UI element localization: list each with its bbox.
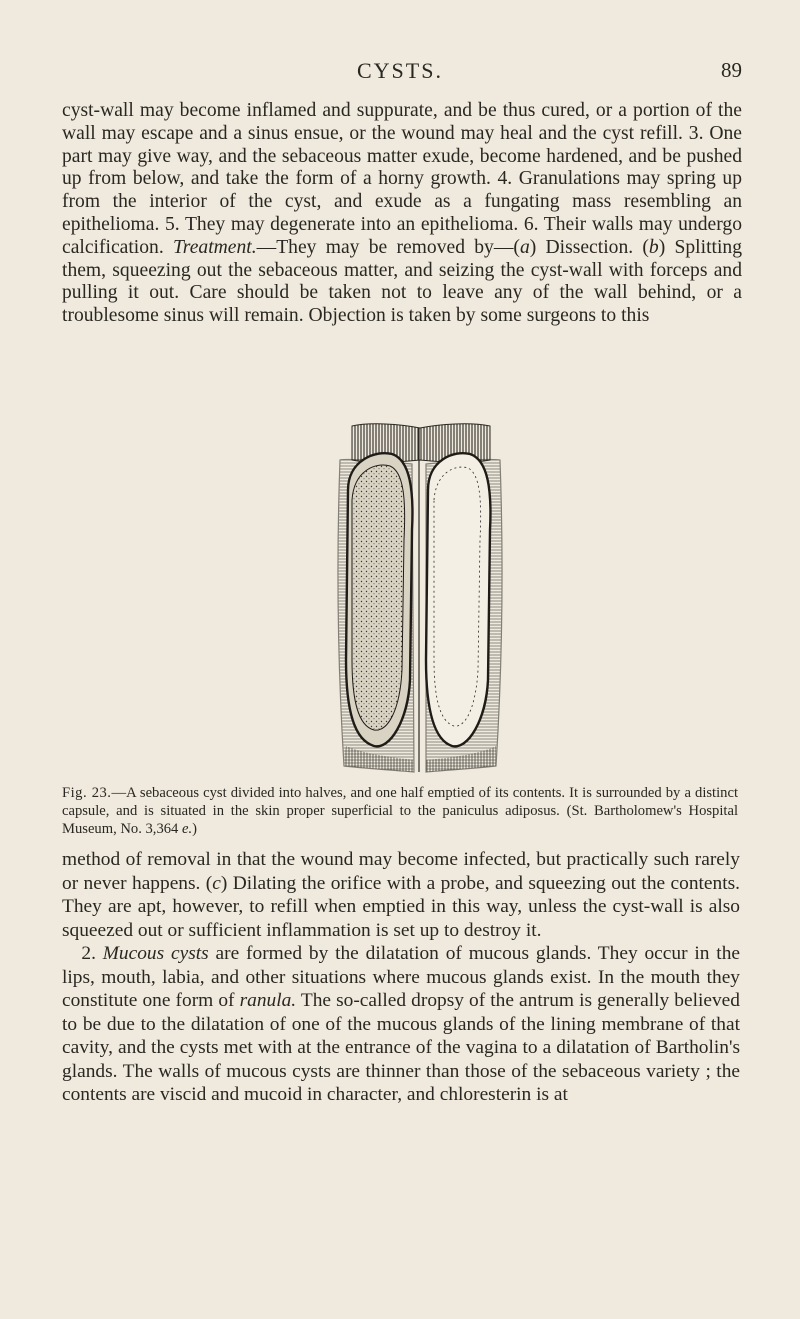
caption-text: —A sebaceous cyst divided into halves, and one half emptied of its contents. It is surrounded by a distinct capsule, and is situated in the skin proper superficial to the paniculus adiposus. (St. Bartholomew's Hospital Museum, No. 3,364 bbox=[62, 785, 738, 837]
running-title: CYSTS. bbox=[357, 58, 443, 83]
body-text: ) Splitting them, squeezing out the sebaceous matter, and seizing the cyst-wall with forceps and pulling it out. Care should be taken not to leave any of the wall behind, or a troublesome sinus will remain. Objection is taken by some surgeons to this bbox=[62, 236, 742, 327]
body-text: The so-called dropsy of the antrum is generally believed to be due to the dilatation of one of the mucous glands of the lining membrane of that cavity, and the cysts met with at the entrance of the vagina to a dilatation of Bartholin's glands. The walls of mucous cysts are thinner than those of the sebaceous variety ; the contents are viscid and mucoid in character, and chloresterin is at bbox=[62, 990, 740, 1105]
body-text: method of removal in that the wound may become infected, but practically such rarely or never happens. ( bbox=[62, 849, 740, 894]
body-text: cyst-wall may become inflamed and suppurate, and be thus cured, or a portion of the wall may escape and a sinus ensue, or the wound may heal and the cyst refill. 3. One part may give way, and the sebaceous matter exude, become hardened, and be pushed up from below, and take the form of a horny growth. 4. Granulations may spring up from the interior of the cyst, and exude as a fungating mass resembling an epithelioma. 5. They may degenerate into an epithelioma. 6. Their walls may undergo calcification. bbox=[62, 100, 742, 258]
treatment-heading: Treatment. bbox=[172, 236, 257, 258]
figure-caption bbox=[62, 784, 738, 838]
list-marker-c: c bbox=[212, 872, 221, 894]
cyst-drawing bbox=[330, 420, 510, 778]
ranula-term: ranula. bbox=[239, 990, 297, 1011]
body-text: —They may be removed by—( bbox=[256, 236, 520, 258]
caption-close: ) bbox=[192, 821, 198, 837]
page-header bbox=[0, 58, 800, 88]
list-marker-b: b bbox=[648, 236, 659, 258]
list-marker-a: a bbox=[519, 236, 530, 258]
page-number: 89 bbox=[721, 58, 742, 82]
figure-label: Fig. 23. bbox=[62, 785, 112, 801]
body-text: ) Dissection. ( bbox=[529, 236, 649, 258]
body-text: ) Dilating the orifice with a probe, and squeezing out the contents. They are apt, however, to refill when emptied in this way, unless the cyst-wall is also squeezed out or sufficient inflammation is set up to destroy it. bbox=[62, 872, 740, 941]
cyst-illustration bbox=[330, 420, 510, 778]
body-paragraph-bottom bbox=[62, 848, 740, 1107]
mucous-cysts-term: Mucous cysts bbox=[102, 943, 209, 964]
body-paragraph-top bbox=[62, 100, 742, 328]
item-number: 2. bbox=[81, 943, 103, 964]
caption-suffix: e. bbox=[182, 821, 193, 837]
body-text: are formed by the dilatation of mucous glands. They occur in the lips, mouth, labia, and other situations where mucous glands exist. In the mouth they constitute one form of bbox=[62, 943, 740, 1011]
